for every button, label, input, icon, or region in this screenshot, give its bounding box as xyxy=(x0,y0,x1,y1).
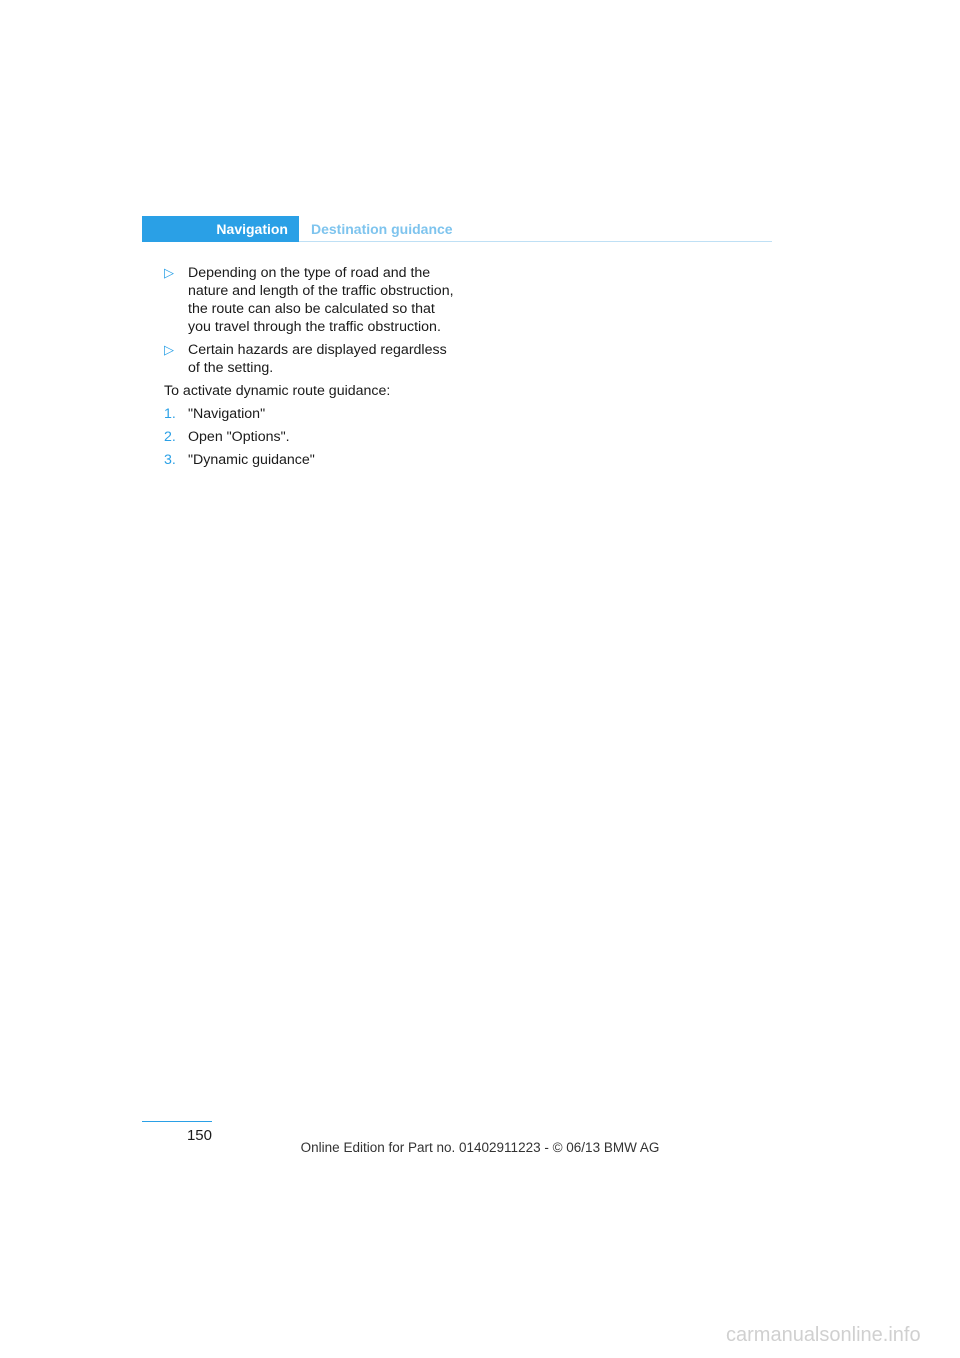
bullet-text: Certain hazards are displayed regardless of the setting. xyxy=(188,342,447,376)
watermark: carmanualsonline.info xyxy=(726,1324,921,1346)
step-item xyxy=(164,428,460,446)
header-divider xyxy=(299,241,772,242)
triangle-bullet-icon: ▷ xyxy=(164,342,174,357)
step-text: Open "Options". xyxy=(188,429,290,445)
step-text: "Dynamic guidance" xyxy=(188,452,315,468)
section-tab: Navigation xyxy=(142,216,299,242)
page-header xyxy=(142,216,772,242)
bullet-item xyxy=(164,264,460,336)
step-item xyxy=(164,405,460,423)
subsection-title: Destination guidance xyxy=(311,221,453,237)
footer-edition-text: Online Edition for Part no. 01402911223 - © 06/13 BMW AG xyxy=(300,1140,660,1155)
step-number: 1. xyxy=(164,406,176,422)
triangle-bullet-icon: ▷ xyxy=(164,265,174,280)
body-content xyxy=(164,264,460,474)
step-text: "Navigation" xyxy=(188,406,266,422)
step-number: 3. xyxy=(164,452,176,468)
bullet-text: Depending on the type of road and the nature and length of the traffic obstruction, the route can also be calculated so that you travel through the traffic obstruction. xyxy=(188,265,454,335)
step-number: 2. xyxy=(164,429,176,445)
page-number: 150 xyxy=(186,1127,212,1144)
intro-text: To activate dynamic route guidance: xyxy=(164,383,391,399)
bullet-item xyxy=(164,341,460,377)
step-item xyxy=(164,451,460,469)
page-number-rule xyxy=(142,1121,212,1122)
